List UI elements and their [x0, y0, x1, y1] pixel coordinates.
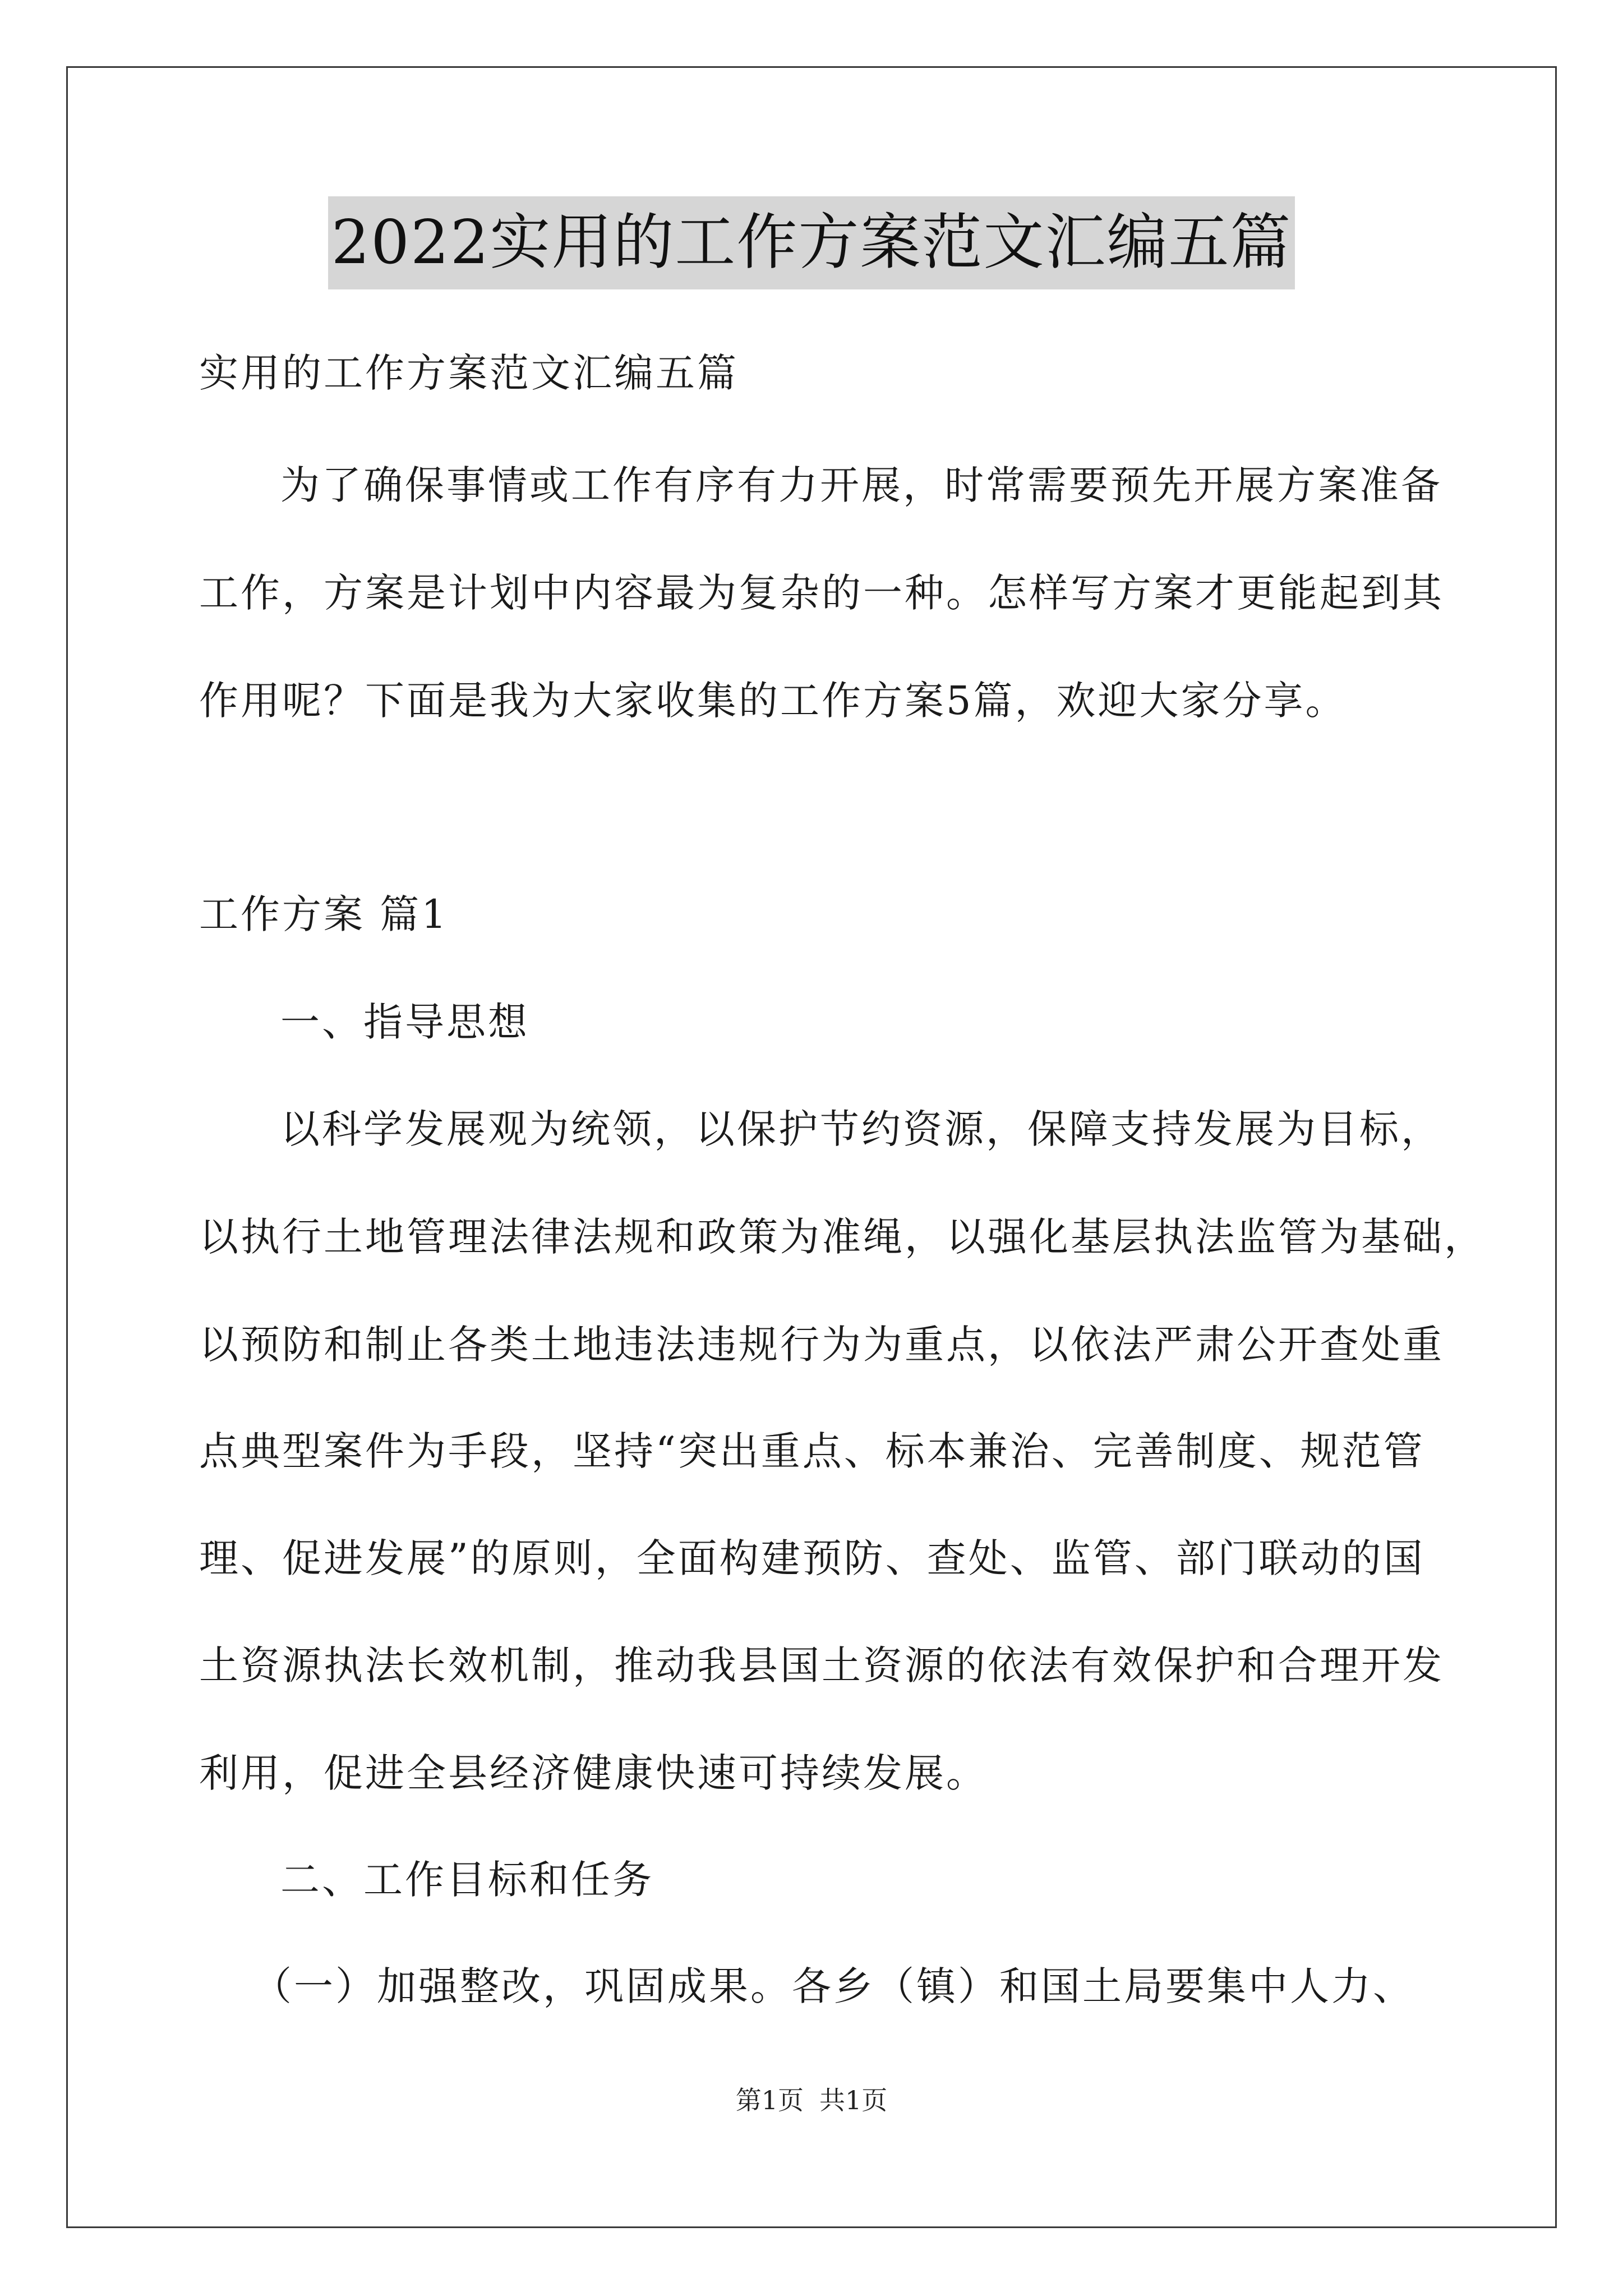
paragraph-line: （一）加强整改，巩固成果。各乡（镇）和国土局要集中人力、	[252, 1963, 1414, 2009]
doc-subtitle: 实用的工作方案范文汇编五篇	[199, 350, 739, 396]
paragraph-line: 利用，促进全县经济健康快速可持续发展。	[199, 1750, 988, 1796]
document-title: 2022实用的工作方案范文汇编五篇	[328, 196, 1295, 289]
paragraph-line: 以执行土地管理法律法规和政策为准绳，以强化基层执法监管为基础，	[199, 1214, 1486, 1260]
paragraph-line: 以预防和制止各类土地违法违规行为为重点，以依法严肃公开查处重	[199, 1322, 1444, 1368]
paragraph-line: 土资源执法长效机制，推动我县国土资源的依法有效保护和合理开发	[199, 1642, 1444, 1688]
paragraph-line: 工作，方案是计划中内容最为复杂的一种。怎样写方案才更能起到其	[199, 570, 1444, 616]
page-number: 第1页	[735, 2085, 804, 2115]
paragraph-line: 为了确保事情或工作有序有力开展，时常需要预先开展方案准备	[280, 462, 1442, 508]
paragraph-line: 理、促进发展”的原则，全面构建预防、查处、监管、部门联动的国	[199, 1535, 1425, 1581]
page-footer	[0, 2083, 1623, 2117]
subheading: 二、工作目标和任务	[280, 1857, 654, 1903]
paragraph-line: 点典型案件为手段，坚持“突出重点、标本兼治、完善制度、规范管	[199, 1428, 1425, 1474]
subheading: 一、指导思想	[280, 999, 529, 1045]
paragraph-line: 以科学发展观为统领，以保护节约资源，保障支持发展为目标，	[280, 1106, 1442, 1152]
page-total: 共1页	[819, 2085, 888, 2115]
section-heading: 工作方案 篇1	[199, 891, 449, 937]
paragraph-line: 作用呢？下面是我为大家收集的工作方案5篇，欢迎大家分享。	[199, 678, 1347, 724]
title-wrap	[0, 196, 1623, 289]
